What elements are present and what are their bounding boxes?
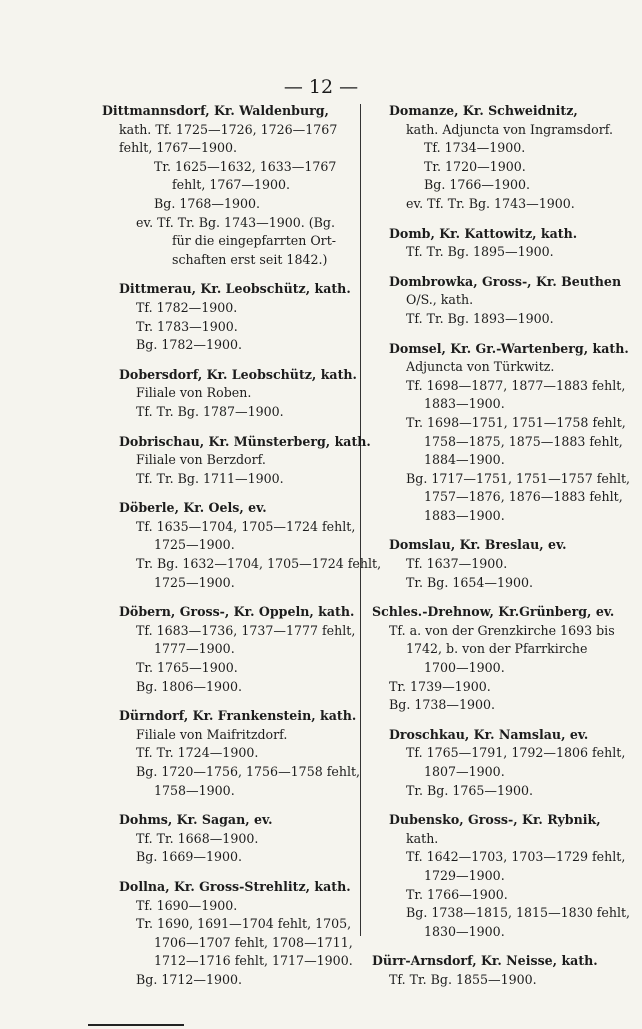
entry-line: Tf. 1782—1900. [136, 299, 238, 315]
entry-line: Bg. 1669—1900. [136, 849, 243, 865]
entry-line: 1883—1900. [424, 507, 505, 523]
entry-line: Filiale von Roben. [136, 385, 252, 401]
entry-heading: Domanze, Kr. Schweidnitz, [389, 103, 578, 118]
entry-line: Tf. 1635—1704, 1705—1724 fehlt, [136, 518, 356, 534]
entry-heading: Dubensko, Gross-, Kr. Rybnik, [389, 812, 601, 828]
page-number: — 12 — [283, 76, 359, 98]
entry-line: Bg. 1768—1900. [154, 195, 261, 211]
entry-line: Tf. 1637—1900. [406, 556, 508, 572]
entry-line: Bg. 1712—1900. [136, 971, 243, 987]
entry-line: Tf. 1734—1900. [424, 140, 526, 156]
register-entry [372, 225, 630, 262]
entry-line: Adjuncta von Türkwitz. [406, 359, 555, 375]
entry-heading: Dittmerau, Kr. Leobschütz, kath. [119, 281, 351, 297]
register-entry [372, 273, 630, 329]
register-entry [372, 102, 630, 214]
entry-line: Tr. Bg. 1654—1900. [406, 574, 534, 590]
left-column [102, 102, 382, 1001]
entry-line: 1725—1900. [154, 537, 235, 553]
entry-line: Tr. Bg. 1632—1704, 1705—1724 fehlt, [136, 556, 382, 572]
entry-line: Tf. Tr. Bg. 1787—1900. [136, 403, 284, 419]
entry-line: Bg. 1766—1900. [424, 177, 531, 193]
entry-line: Tr. 1690, 1691—1704 fehlt, 1705, [136, 916, 352, 932]
entry-line: Tr. 1720—1900. [424, 158, 526, 174]
entry-line: O/S., kath. [406, 292, 474, 308]
entry-line: Tf. Tr. Bg. 1893—1900. [406, 310, 554, 326]
register-entry [102, 603, 364, 696]
register-entry [102, 499, 382, 592]
entry-line: Bg. 1720—1756, 1756—1758 fehlt, [136, 764, 361, 779]
register-entry [372, 603, 630, 715]
entry-line: Tr. 1698—1751, 1751—1758 fehlt, [406, 414, 626, 430]
entry-heading: Dürr-Arnsdorf, Kr. Neisse, kath. [372, 953, 598, 969]
entry-line: Tr. 1783—1900. [136, 318, 238, 334]
entry-heading: Döbern, Gross-, Kr. Oppeln, kath. [119, 604, 355, 620]
entry-line: Bg. 1738—1815, 1815—1830 fehlt, [406, 905, 631, 921]
entry-heading: Dobersdorf, Kr. Leobschütz, kath. [119, 366, 357, 382]
entry-line: 1883—1900. [424, 396, 505, 412]
entry-line: Tf. 1683—1736, 1737—1777 fehlt, [136, 622, 356, 638]
entry-line: Tf. 1698—1877, 1877—1883 fehlt, [406, 377, 626, 393]
register-entry [102, 102, 364, 269]
register-entry [102, 280, 364, 354]
entry-heading: Schles.-Drehnow, Kr.Grünberg, ev. [372, 604, 615, 620]
entry-line: fehlt, 1767—1900. [119, 140, 238, 156]
register-entry [372, 340, 630, 526]
register-entry [102, 811, 364, 867]
entry-line: Filiale von Berzdorf. [136, 452, 266, 468]
entry-line: Filiale von Maifritzdorf. [136, 726, 288, 742]
right-column [372, 102, 630, 1001]
entry-line: für die eingepfarrten Ort- [172, 233, 337, 249]
entry-heading: Dombrowka, Gross-, Kr. Beuthen [389, 273, 622, 289]
entry-line: 1712—1716 fehlt, 1717—1900. [154, 953, 353, 969]
entry-line: 1777—1900. [154, 641, 235, 657]
entry-line: schaften erst seit 1842.) [172, 251, 328, 267]
entry-line: 1758—1875, 1875—1883 fehlt, [424, 433, 623, 449]
entry-line: 1700—1900. [424, 660, 505, 676]
entry-line: Tr. 1739—1900. [389, 678, 491, 694]
entry-line: Bg. 1717—1751, 1751—1757 fehlt, [406, 470, 631, 486]
entry-line: Tf. Tr. 1668—1900. [136, 830, 259, 846]
register-entry [372, 726, 630, 800]
register-entry [102, 878, 364, 990]
entry-heading: Domsel, Kr. Gr.-Wartenberg, kath. [389, 340, 629, 356]
entry-line: 1742, b. von der Pfarrkirche [406, 641, 588, 657]
entry-line: Tf. Tr. Bg. 1855—1900. [389, 971, 537, 987]
entry-heading: Dollna, Kr. Gross-Strehlitz, kath. [119, 878, 351, 894]
entry-line: 1725—1900. [154, 574, 235, 590]
entry-line: 1830—1900. [424, 923, 505, 939]
entry-line: Tr. 1625—1632, 1633—1767 [154, 158, 337, 174]
register-entry [372, 536, 630, 592]
entry-line: Tf. 1690—1900. [136, 897, 238, 913]
entry-line: 1807—1900. [424, 764, 505, 779]
entry-line: kath. Adjuncta von Ingramsdorf. [406, 121, 613, 137]
entry-line: 1757—1876, 1876—1883 fehlt, [424, 489, 623, 505]
entry-heading: Domb, Kr. Kattowitz, kath. [389, 225, 578, 241]
register-entry [372, 952, 630, 989]
entry-heading: Droschkau, Kr. Namslau, ev. [389, 726, 589, 742]
entry-line: 1706—1707 fehlt, 1708—1711, [154, 934, 353, 950]
entry-line: Tr. Bg. 1765—1900. [406, 782, 534, 798]
entry-heading: Döberle, Kr. Oels, ev. [119, 500, 267, 516]
register-entry [102, 433, 371, 489]
entry-line: Bg. 1738—1900. [389, 697, 496, 713]
entry-heading: Dittmannsdorf, Kr. Waldenburg, [102, 103, 329, 118]
entry-line: Bg. 1782—1900. [136, 337, 243, 353]
entry-line: 1884—1900. [424, 452, 505, 468]
register-entry [102, 366, 364, 422]
entry-heading: Dohms, Kr. Sagan, ev. [119, 812, 273, 828]
entry-line: Tf. 1642—1703, 1703—1729 fehlt, [406, 849, 626, 865]
entry-line: Tf. Tr. 1724—1900. [136, 745, 259, 761]
entry-line: Tf. Tr. Bg. 1895—1900. [406, 244, 554, 260]
entry-line: 1758—1900. [154, 782, 235, 798]
entry-line: ev. Tf. Tr. Bg. 1743—1900. [406, 195, 575, 211]
entry-line: Tr. 1766—1900. [406, 886, 508, 902]
entry-line: kath. Tf. 1725—1726, 1726—1767 [119, 121, 338, 137]
entry-heading: Dobrischau, Kr. Münsterberg, kath. [119, 433, 371, 449]
entry-line: 1729—1900. [424, 867, 505, 883]
entry-line: fehlt, 1767—1900. [172, 177, 291, 193]
register-entry [372, 811, 630, 941]
entry-line: ev. Tf. Tr. Bg. 1743—1900. (Bg. [136, 214, 335, 230]
entry-line: Bg. 1806—1900. [136, 678, 243, 694]
register-entry [102, 707, 364, 800]
bottom-rule [88, 1024, 184, 1026]
entry-heading: Dürndorf, Kr. Frankenstein, kath. [119, 708, 357, 724]
entry-line: Tf. a. von der Grenzkirche 1693 bis [389, 622, 615, 638]
entry-line: kath. [406, 830, 439, 846]
entry-line: Tf. Tr. Bg. 1711—1900. [136, 470, 284, 486]
entry-line: Tf. 1765—1791, 1792—1806 fehlt, [406, 745, 626, 761]
entry-line: Tr. 1765—1900. [136, 660, 238, 676]
entry-heading: Domslau, Kr. Breslau, ev. [389, 537, 567, 553]
